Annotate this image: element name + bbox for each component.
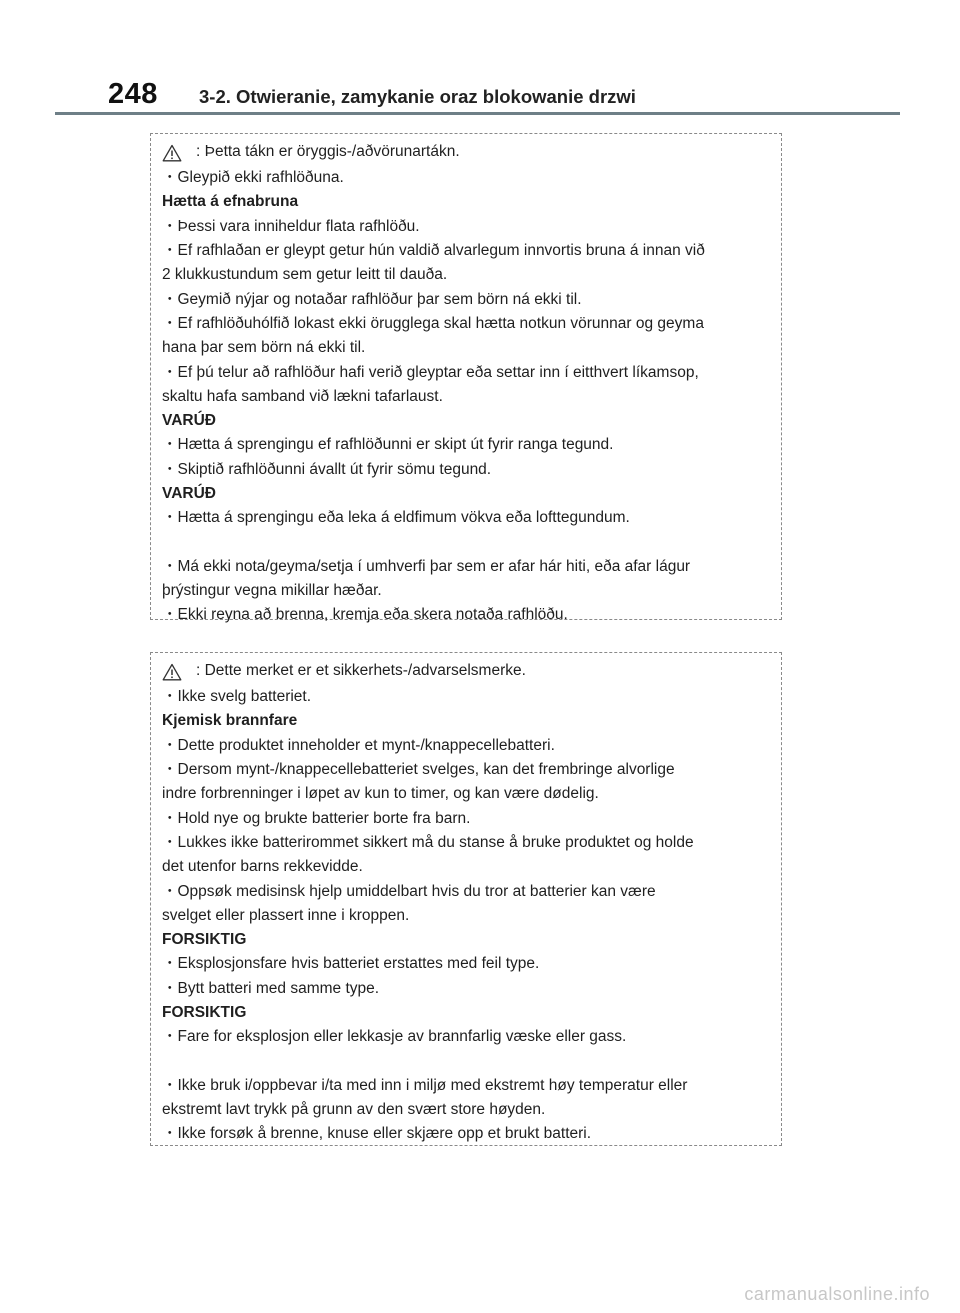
icelandic-warning-box	[150, 133, 782, 624]
norwegian-warning-box	[150, 652, 782, 1146]
warning-symbol-text: : Þetta tákn er öryggis-/aðvörunartákn.	[196, 143, 460, 160]
text-line: ・Gleypið ekki rafhlöðuna.	[162, 169, 344, 187]
icelandic-lines	[161, 166, 771, 628]
warning-symbol-row	[161, 140, 460, 164]
warning-symbol-row	[161, 659, 526, 683]
text-line: skaltu hafa samband við lækni tafarlaust.	[162, 387, 443, 405]
text-line: svelget eller plassert inne i kroppen.	[162, 906, 410, 924]
warning-triangle-icon	[162, 663, 182, 681]
text-line: ・Hætta á sprengingu ef rafhlöðunni er skipt út fyrir ranga tegund.	[162, 436, 614, 454]
text-line: ・Þessi vara inniheldur flata rafhlöðu.	[162, 217, 420, 235]
text-line: ・Eksplosjonsfare hvis batteriet erstattes med feil type.	[162, 955, 540, 973]
section-heading: Kjemisk brannfare	[162, 712, 298, 730]
section-heading: VARÚÐ	[162, 412, 216, 430]
text-line: ・Ef rafhlöðuhólfið lokast ekki örugglega skal hætta notkun vörunnar og geyma	[162, 314, 704, 332]
section-title: 3-2. Otwieranie, zamykanie oraz blokowanie drzwi	[199, 86, 636, 107]
text-line: det utenfor barns rekkevidde.	[162, 858, 363, 876]
text-line: ・Ikke svelg batteriet.	[162, 688, 312, 706]
page-number: 248	[108, 78, 158, 110]
norwegian-lines	[161, 685, 771, 1147]
text-line: 2 klukkustundum sem getur leitt til dauða.	[162, 266, 448, 284]
text-line: ekstremt lavt trykk på grunn av den svært store høyden.	[162, 1101, 546, 1119]
header-divider	[55, 112, 900, 115]
text-line: ・Hold nye og brukte batterier borte fra barn.	[162, 809, 471, 827]
text-line: ・Lukkes ikke batterirommet sikkert må du stanse å bruke produktet og holde	[162, 833, 694, 851]
text-line: indre forbrenninger i løpet av kun to timer, og kan være dødelig.	[162, 785, 599, 803]
section-heading: FORSIKTIG	[162, 1004, 247, 1021]
section-heading: VARÚÐ	[162, 485, 216, 502]
warning-symbol-text: : Dette merket er et sikkerhets-/advarselsmerke.	[196, 662, 526, 679]
text-line: ・Skiptið rafhlöðunni ávallt út fyrir sömu tegund.	[162, 460, 492, 478]
text-line: ・Geymið nýjar og notaðar rafhlöður þar sem börn ná ekki til.	[162, 290, 582, 308]
text-line: ・Má ekki nota/geyma/setja í umhverfi þar sem er afar hár hiti, eða afar lágur	[162, 557, 691, 575]
text-line: ・Dersom mynt-/knappecellebatteriet svelges, kan det frembringe alvorlige	[162, 761, 675, 779]
text-line: ・Hætta á sprengingu eða leka á eldfimum vökva eða lofttegundum.	[162, 509, 630, 527]
text-line: ・Ekki reyna að brenna, kremja eða skera notaða rafhlöðu.	[162, 606, 568, 624]
text-line: ・Ikke bruk i/oppbevar i/ta med inn i miljø med ekstremt høy temperatur eller	[162, 1076, 688, 1094]
text-line: þrýstingur vegna mikillar hæðar.	[162, 582, 382, 600]
page-header	[0, 0, 960, 116]
text-line: hana þar sem börn ná ekki til.	[162, 339, 366, 357]
spacer-line	[161, 1050, 771, 1074]
watermark: carmanualsonline.info	[744, 1284, 930, 1304]
text-line: ・Fare for eksplosjon eller lekkasje av brannfarlig væske eller gass.	[162, 1028, 627, 1046]
text-line: ・Dette produktet inneholder et mynt-/knappecellebatteri.	[162, 736, 555, 754]
text-line: ・Oppsøk medisinsk hjelp umiddelbart hvis du tror at batterier kan være	[162, 882, 656, 900]
text-line: ・Ef þú telur að rafhlöður hafi verið gleyptar eða settar inn í eitthvert líkamsop,	[162, 363, 699, 381]
section-heading: Hætta á efnabruna	[162, 193, 299, 211]
section-heading: FORSIKTIG	[162, 931, 247, 949]
text-line: ・Ef rafhlaðan er gleypt getur hún valdið alvarlegum innvortis bruna á innan við	[162, 242, 705, 260]
spacer-line	[161, 531, 771, 555]
text-line: ・Bytt batteri med samme type.	[162, 979, 380, 997]
warning-triangle-icon	[162, 144, 182, 162]
text-line: ・Ikke forsøk å brenne, knuse eller skjære opp et brukt batteri.	[162, 1125, 592, 1143]
